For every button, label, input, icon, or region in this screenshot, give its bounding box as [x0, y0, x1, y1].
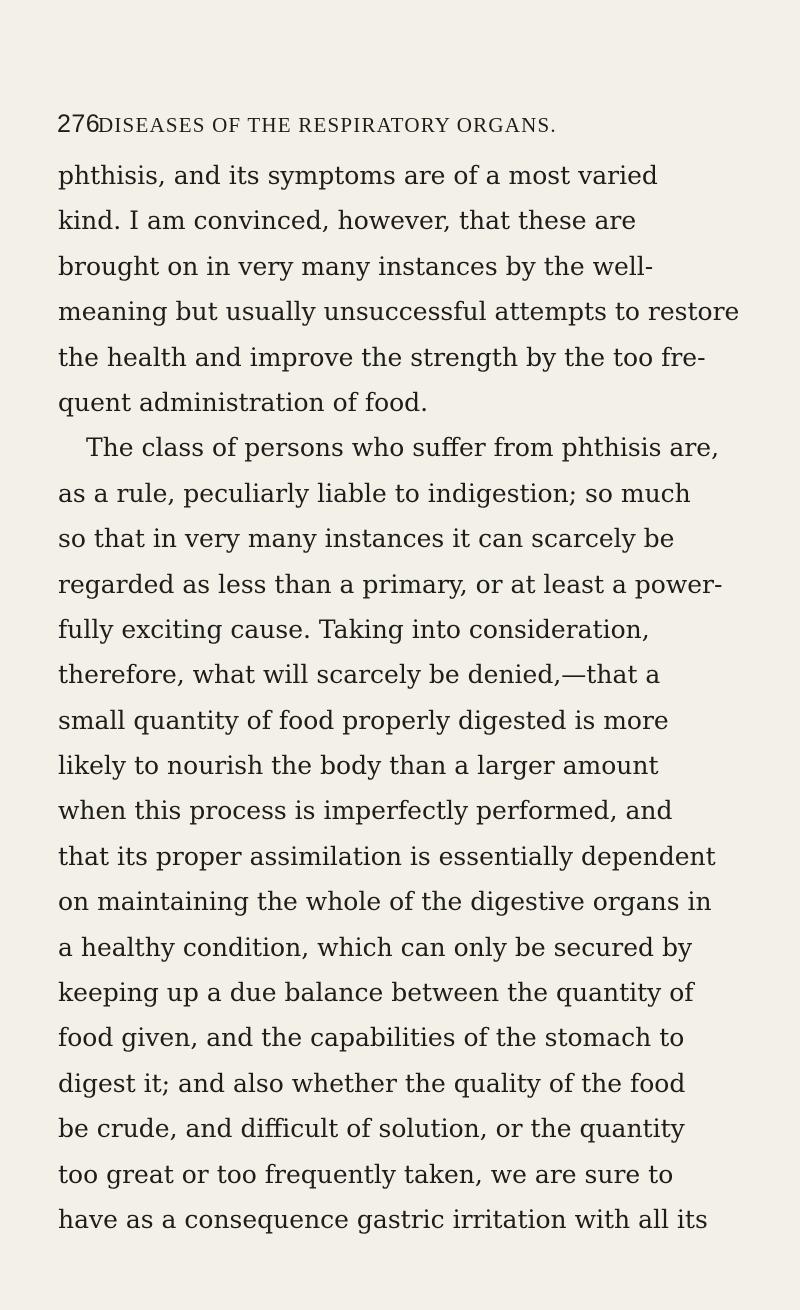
text-line	[58, 698, 758, 743]
text-line	[58, 198, 758, 243]
text-line-content: fully exciting cause. Taking into consideration,	[58, 614, 650, 644]
text-line	[58, 562, 758, 607]
body-text	[58, 153, 758, 1242]
text-line	[58, 743, 758, 788]
text-line	[58, 516, 758, 561]
text-line	[58, 380, 758, 425]
text-line-content: quent administration of food.	[58, 387, 429, 417]
text-line-content: be crude, and difficult of solution, or the quantity	[58, 1114, 685, 1144]
text-line-content: a healthy condition, which can only be secured by	[58, 932, 693, 962]
text-line-content: small quantity of food properly digested is more	[58, 705, 669, 735]
page-number: 276	[57, 110, 101, 138]
text-line-content: keeping up a due balance between the quantity of	[58, 978, 694, 1008]
text-line	[58, 289, 758, 334]
text-line-content: when this process is imperfectly performed, and	[58, 796, 673, 826]
text-line-content: likely to nourish the body than a larger amount	[58, 751, 659, 781]
text-line	[58, 970, 758, 1015]
text-line	[58, 244, 758, 289]
text-line	[58, 153, 758, 198]
text-line-content: meaning but usually unsuccessful attempts to restore	[58, 297, 740, 327]
text-line	[58, 879, 758, 924]
text-line-content: so that in very many instances it can scarcely be	[58, 524, 675, 554]
text-line-content: food given, and the capabilities of the stomach to	[58, 1023, 685, 1053]
text-line	[58, 1197, 758, 1242]
text-line	[58, 1106, 758, 1151]
text-line	[58, 607, 758, 652]
text-line-content: the health and improve the strength by the too fre-	[58, 342, 706, 372]
page-header	[57, 106, 757, 142]
text-line	[58, 471, 758, 516]
text-line-content: digest it; and also whether the quality of the food	[58, 1068, 686, 1098]
text-line	[58, 834, 758, 879]
text-line	[58, 1015, 758, 1060]
text-line	[58, 925, 758, 970]
text-line	[58, 652, 758, 697]
text-line	[58, 1061, 758, 1106]
text-line-content: as a rule, peculiarly liable to indigestion; so much	[58, 478, 691, 508]
text-line-content: therefore, what will scarcely be denied,—that a	[58, 660, 661, 690]
running-head: DISEASES OF THE RESPIRATORY ORGANS.	[98, 113, 557, 137]
text-line-content: have as a consequence gastric irritation with all its	[58, 1204, 708, 1234]
text-line-content: The class of persons who suffer from phthisis are,	[86, 433, 720, 463]
paragraph-first-line	[58, 425, 758, 470]
text-line	[58, 788, 758, 833]
text-line-content: that its proper assimilation is essentially dependent	[58, 841, 716, 871]
text-line	[58, 1152, 758, 1197]
text-line-content: too great or too frequently taken, we are sure to	[58, 1159, 674, 1189]
text-line-content: regarded as less than a primary, or at least a power-	[58, 569, 723, 599]
text-line-content: phthisis, and its symptoms are of a most varied	[58, 161, 658, 190]
text-line	[58, 335, 758, 380]
text-line-content: on maintaining the whole of the digestive organs in	[58, 887, 712, 917]
text-line-content: kind. I am convinced, however, that these are	[58, 206, 637, 236]
text-line-content: brought on in very many instances by the well-	[58, 251, 654, 281]
